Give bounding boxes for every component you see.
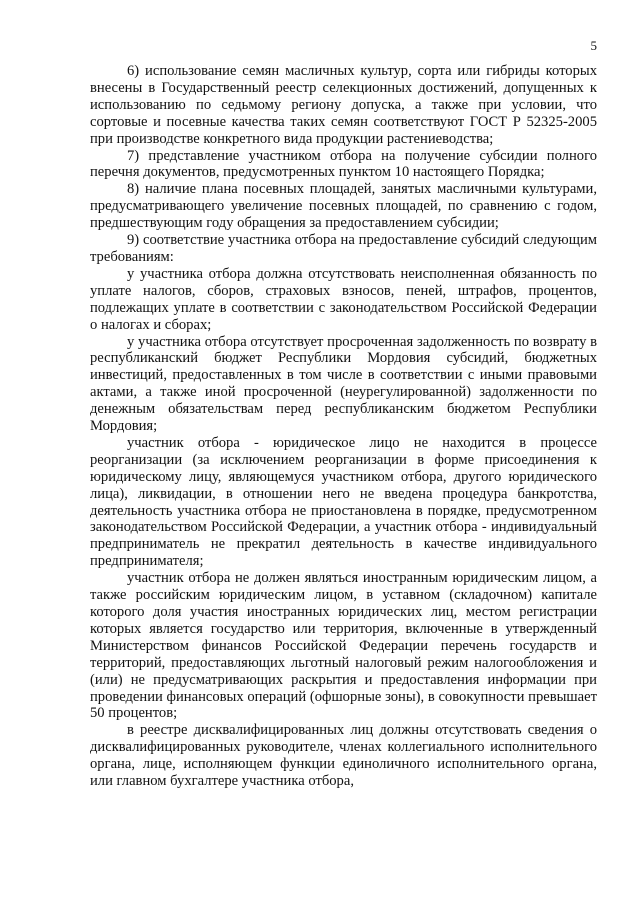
document-body — [90, 63, 597, 790]
paragraph-foreign-entity-requirement: участник отбора не должен являться иностранным юридическим лицом, а также российским юридическим лицом, в уставном (складочном) капитале которого доля участия иностранных юридических лиц, местом регистрации которых является государство или территория, включенные в утвержденный Министерством финансов Российской Федерации перечень государств и территорий, предоставляющих льготный налоговый режим налогообложения и (или) не предусматривающих раскрытия и предоставления информации при проведении финансовых операций (офшорные зоны), в совокупности превышает 50 процентов; — [90, 570, 597, 722]
paragraph-item-6: 6) использование семян масличных культур, сорта или гибриды которых внесены в Государственный реестр селекционных достижений, допущенных к использованию по седьмому региону допуска, а также при условии, что сортовые и посевные качества таких семян соответствуют ГОСТ Р 52325-2005 при производстве конкретного вида продукции растениеводства; — [90, 63, 597, 147]
page-number: 5 — [590, 38, 597, 53]
paragraph-item-8: 8) наличие плана посевных площадей, занятых масличными культурами, предусматривающего увеличение посевных площадей, по сравнению с годом, предшествующим году обращения за предоставлением субсидии; — [90, 181, 597, 232]
paragraph-tax-requirement: у участника отбора должна отсутствовать неисполненная обязанность по уплате налогов, сборов, страховых взносов, пеней, штрафов, процентов, подлежащих уплате в соответствии с законодательством Российской Федерации о налогах и сборах; — [90, 265, 597, 333]
paragraph-debt-requirement: у участника отбора отсутствует просроченная задолженность по возврату в республиканский бюджет Республики Мордовия субсидий, бюджетных инвестиций, предоставленных в том числе в соответствии с иными правовыми актами, а также иной просроченной (неурегулированной) задолженности по денежным обязательствам перед республиканским бюджетом Республики Мордовия; — [90, 333, 597, 435]
paragraph-item-7: 7) представление участником отбора на получение субсидии полного перечня документов, предусмотренных пунктом 10 настоящего Порядка; — [90, 147, 597, 181]
paragraph-disqualified-persons-requirement: в реестре дисквалифицированных лиц должны отсутствовать сведения о дисквалифицированных руководителе, членах коллегиального исполнительного органа, лице, исполняющем функции единоличного исполнительного органа, или главном бухгалтере участника отбора, — [90, 722, 597, 790]
paragraph-reorganization-requirement: участник отбора - юридическое лицо не находится в процессе реорганизации (за исключением реорганизации в форме присоединения к юридическому лицу, являющемуся участником отбора, другого юридического лица), ликвидации, в отношении него не введена процедура банкротства, деятельность участника отбора не приостановлена в порядке, предусмотренном законодательством Российской Федерации, а участник отбора - индивидуальный предприниматель не прекратил деятельность в качестве индивидуального предпринимателя; — [90, 434, 597, 570]
paragraph-item-9: 9) соответствие участника отбора на предоставление субсидий следующим требованиям: — [90, 232, 597, 265]
